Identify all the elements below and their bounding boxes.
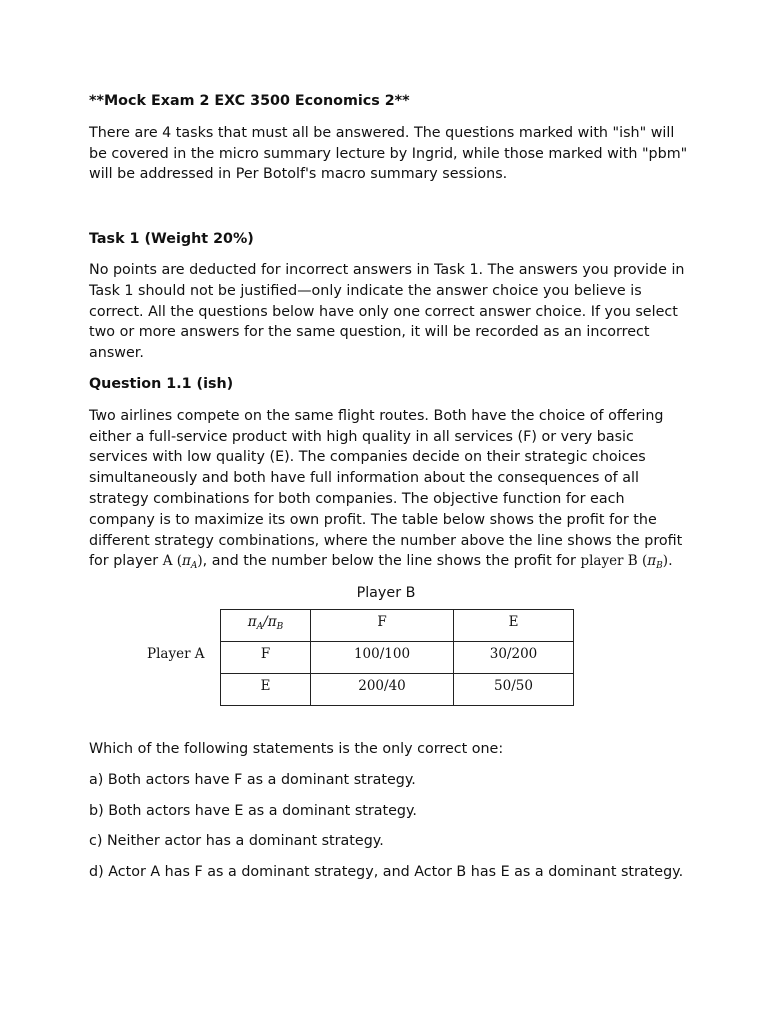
player-a-label: A (	[162, 553, 183, 570]
corner-cell: $\pi_A/\pi_B$	[221, 609, 311, 641]
payoff-table	[220, 609, 574, 706]
option-c: c) Neither actor has a dominant strategy.	[89, 833, 384, 850]
col-header-e: E	[454, 609, 574, 641]
payoff-cell: 50/50	[454, 673, 574, 705]
col-header-f: F	[311, 609, 454, 641]
player-a-label-left: Player A	[147, 645, 205, 662]
question-1-1-heading: Question 1.1 (ish)	[89, 375, 234, 392]
payoff-matrix	[89, 609, 689, 709]
exam-document	[89, 91, 689, 893]
intro-paragraph: There are 4 tasks that must all be answered. The questions marked with "ish" will be covered in the micro summary lecture by Ingrid, while those marked with "pbm" will be addressed in Per Botolf's macro summary sessions.	[89, 124, 688, 183]
task-1-instructions: No points are deducted for incorrect answers in Task 1. The answers you provide in Task 1 should not be justified—only indicate the answer choice you believe is correct. All the questions below have only one correct answer choice. If you select two or more answers for the same question, it will be recorded as an incorrect answer.	[89, 261, 685, 362]
pi-a-symbol: $\pi_A$	[182, 553, 198, 572]
table-header-row	[221, 609, 574, 641]
answer-options	[89, 770, 689, 883]
option-b: b) Both actors have E as a dominant strategy.	[89, 802, 417, 819]
question-text-mid: , and the number below the line shows the profit for	[202, 553, 581, 570]
payoff-cell: 200/40	[311, 673, 454, 705]
table-row	[221, 641, 574, 673]
row-label-f: F	[221, 641, 311, 673]
pi-b-symbol: $\pi_B$	[647, 553, 663, 572]
player-b-label: player B (	[580, 553, 648, 570]
row-label-e: E	[221, 673, 311, 705]
option-a: a) Both actors have F as a dominant strategy.	[89, 771, 416, 788]
player-b-header: Player B	[356, 585, 416, 602]
payoff-cell: 30/200	[454, 641, 574, 673]
table-row	[221, 673, 574, 705]
document-title: **Mock Exam 2 EXC 3500 Economics 2**	[89, 93, 410, 109]
question-1-1-text: Two airlines compete on the same flight routes. Both have the choice of offering either a full-service product with high quality in all services (F) or very basic services with low quality (E). The companies decide on their strategic choices simultaneously and both have full information about the consequences of all strategy combinations for both companies. The objective function for each company is to maximize its own profit. The table below shows the profit for the different strategy combinations, where the number above the line shows the profit for player A $(\pi_A)$, and the number below the line shows the profit for player B $(\pi_B)$.	[89, 407, 683, 572]
option-d: d) Actor A has F as a dominant strategy, and Actor B has E as a dominant strategy.	[89, 864, 684, 881]
question-prompt: Which of the following statements is the only correct one:	[89, 740, 504, 757]
payoff-cell: 100/100	[311, 641, 454, 673]
question-text-main: Two airlines compete on the same flight routes. Both have the choice of offering either a full-service product with high quality in all services (F) or very basic services with low quality (E). The companies decide on their strategic choices simultaneously and both have full information about the consequences of all strategy combinations for both companies. The objective function for each company is to maximize its own profit. The table below shows the profit for the different strategy combinations, where the number above the line shows the profit for player	[89, 407, 683, 570]
task-1-heading: Task 1 (Weight 20%)	[89, 231, 254, 248]
